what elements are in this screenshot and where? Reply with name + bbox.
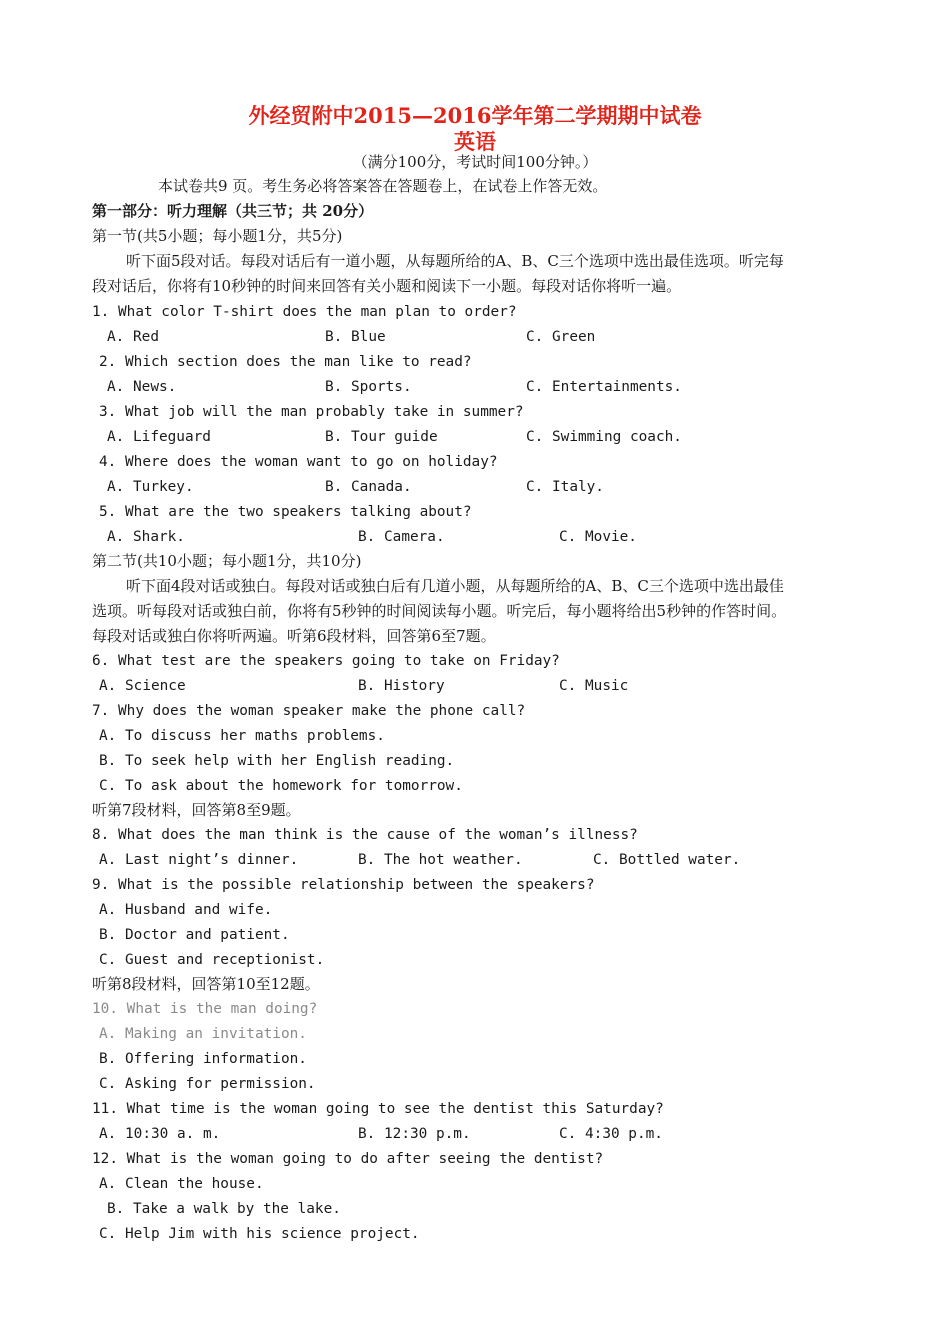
question-7-option-c: C. To ask about the homework for tomorrow. — [99, 778, 463, 794]
question-1-option-a: A. Red — [107, 329, 159, 345]
section2-heading: 第二节(共10小题；每小题1分，共10分) — [92, 552, 362, 570]
question-11-option-b: B. 12:30 p.m. — [358, 1126, 471, 1142]
question-4-stem: 4. Where does the woman want to go on holiday? — [99, 454, 498, 470]
question-5-stem: 5. What are the two speakers talking about? — [99, 504, 472, 520]
question-10-stem: 10. What is the man doing? — [92, 1001, 318, 1017]
question-1-option-b: B. Blue — [325, 329, 386, 345]
question-7-option-b: B. To seek help with her English reading. — [99, 753, 455, 769]
question-1-option-c: C. Green — [526, 329, 596, 345]
question-4-option-b: B. Canada. — [325, 479, 412, 495]
question-4-option-c: C. Italy. — [526, 479, 604, 495]
question-6-stem: 6. What test are the speakers going to take on Friday? — [92, 653, 560, 669]
score-time-note: （满分100分，考试时间100分钟。） — [352, 153, 598, 171]
part1-heading: 第一部分：听力理解（共三节；共 20分） — [92, 202, 374, 220]
question-3-option-c: C. Swimming coach. — [526, 429, 682, 445]
material-8-note: 听第8段材料，回答第10至12题。 — [92, 975, 320, 993]
question-11-option-a: A. 10:30 a. m. — [99, 1126, 221, 1142]
question-10-option-c: C. Asking for permission. — [99, 1076, 316, 1092]
question-6-option-b: B. History — [358, 678, 445, 694]
section1-instruction-line1: 听下面5段对话。每段对话后有一道小题，从每题所给的A、B、C三个选项中选出最佳选项。听完每 — [126, 252, 784, 270]
question-7-option-a: A. To discuss her maths problems. — [99, 728, 385, 744]
question-7-stem: 7. Why does the woman speaker make the phone call? — [92, 703, 526, 719]
question-3-option-a: A. Lifeguard — [107, 429, 211, 445]
question-2-option-a: A. News. — [107, 379, 177, 395]
question-2-option-b: B. Sports. — [325, 379, 412, 395]
material-7-note: 听第7段材料，回答第8至9题。 — [92, 801, 301, 819]
exam-notice: 本试卷共9 页。考生务必将答案答在答题卷上，在试卷上作答无效。 — [158, 177, 608, 195]
question-9-option-b: B. Doctor and patient. — [99, 927, 290, 943]
question-3-stem: 3. What job will the man probably take in summer? — [99, 404, 524, 420]
question-8-option-b: B. The hot weather. — [358, 852, 523, 868]
question-2-option-c: C. Entertainments. — [526, 379, 682, 395]
question-8-stem: 8. What does the man think is the cause of the woman’s illness? — [92, 827, 638, 843]
question-12-option-a: A. Clean the house. — [99, 1176, 264, 1192]
section1-heading: 第一节(共5小题；每小题1分，共5分) — [92, 227, 343, 245]
question-9-option-a: A. Husband and wife. — [99, 902, 273, 918]
section2-instruction-line3: 每段对话或独白你将听两遍。听第6段材料，回答第6至7题。 — [92, 627, 496, 645]
question-5-option-c: C. Movie. — [559, 529, 637, 545]
question-10-option-a: A. Making an invitation. — [99, 1026, 307, 1042]
question-8-option-c: C. Bottled water. — [593, 852, 741, 868]
question-8-option-a: A. Last night’s dinner. — [99, 852, 299, 868]
question-1-stem: 1. What color T-shirt does the man plan to order? — [92, 304, 517, 320]
question-9-stem: 9. What is the possible relationship between the speakers? — [92, 877, 595, 893]
question-9-option-c: C. Guest and receptionist. — [99, 952, 325, 968]
question-6-option-a: A. Science — [99, 678, 186, 694]
section1-instruction-line2: 段对话后，你将有10秒钟的时间来回答有关小题和阅读下一小题。每段对话你将听一遍。 — [92, 277, 682, 295]
question-11-option-c: C. 4:30 p.m. — [559, 1126, 663, 1142]
exam-title: 外经贸附中2015—2016学年第二学期期中试卷 — [248, 103, 702, 128]
question-12-option-c: C. Help Jim with his science project. — [99, 1226, 420, 1242]
question-6-option-c: C. Music — [559, 678, 629, 694]
question-10-option-b: B. Offering information. — [99, 1051, 307, 1067]
section2-instruction-line1: 听下面4段对话或独白。每段对话或独白后有几道小题，从每题所给的A、B、C三个选项中选出最佳 — [126, 577, 784, 595]
question-5-option-a: A. Shark. — [107, 529, 185, 545]
question-11-stem: 11. What time is the woman going to see the dentist this Saturday? — [92, 1101, 664, 1117]
subject-title: 英语 — [454, 129, 496, 154]
question-2-stem: 2. Which section does the man like to read? — [99, 354, 472, 370]
question-12-option-b: B. Take a walk by the lake. — [107, 1201, 341, 1217]
section2-instruction-line2: 选项。听每段对话或独白前，你将有5秒钟的时间阅读每小题。听完后，每小题将给出5秒钟的作答时间。 — [92, 602, 787, 620]
question-4-option-a: A. Turkey. — [107, 479, 194, 495]
question-5-option-b: B. Camera. — [358, 529, 445, 545]
question-12-stem: 12. What is the woman going to do after seeing the dentist? — [92, 1151, 604, 1167]
question-3-option-b: B. Tour guide — [325, 429, 438, 445]
